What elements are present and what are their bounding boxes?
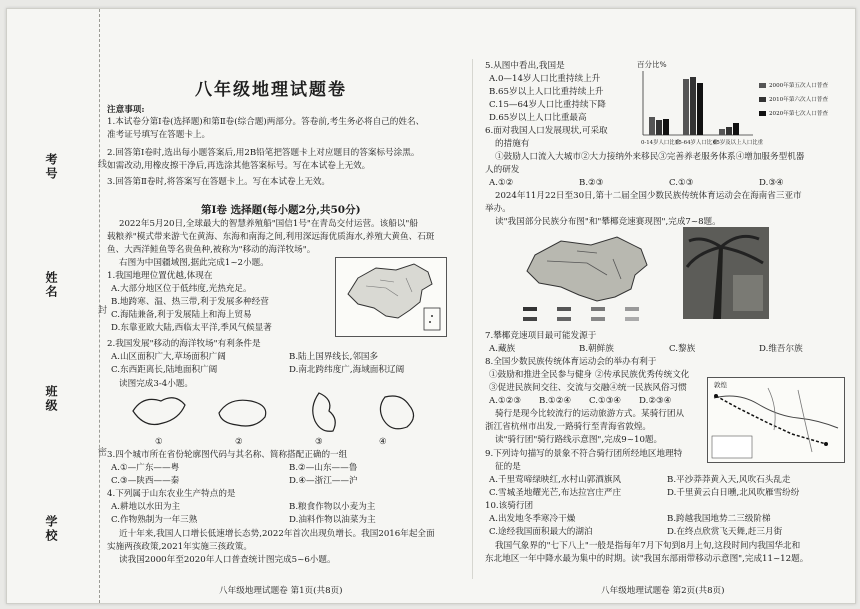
page-footer: 八年级地理试题卷 第2页(共8页): [601, 586, 725, 596]
seal-mark: 封: [96, 305, 106, 314]
legend-2010: 2010年第六次人口普查: [769, 97, 828, 103]
q2-option-d: D.南北跨纬度广,海域面积辽阔: [289, 365, 405, 375]
question-3: 3.四个城市所在省份轮廓图代码与其名称、简称搭配正确的一组: [107, 450, 348, 460]
q8-option-a: A.①②③: [489, 396, 522, 406]
intro-line: 2022年5月20日,全球最大的智慧养殖船"国信1号"在青岛交付运营。该船以"船: [119, 219, 418, 229]
q9-option-d: D.千里黄云白日曛,北风吹雁雪纷纷: [667, 488, 800, 498]
q9-option-c: C.雪城圣地耀光芒,布达拉宫庄严庄: [489, 488, 622, 498]
q6-option-c: C.①③: [669, 178, 694, 188]
q9-option-b: B.平沙莽莽黄入天,风吹石头乱走: [667, 475, 791, 485]
q1-option-b: B.地跨寒、温、热三带,利于发展多种经营: [111, 297, 269, 307]
intro-line: 右图为中国疆域图,据此完成1~2小题。: [119, 258, 269, 268]
q6-option-d: D.③④: [759, 178, 784, 188]
q5-option-d: D.65岁以上人口比重最高: [489, 113, 587, 123]
secret-mark: 密: [96, 447, 106, 456]
category-15-64: 15-64岁人口比重: [675, 140, 718, 146]
page-footer: 八年级地理试题卷 第1页(共8页): [219, 586, 343, 596]
q3-option-b: B.②—山东——鲁: [289, 463, 358, 473]
chart-ylabel: 百分比%: [637, 60, 667, 69]
q10-option-a: A.出发地冬季寒冷干燥: [489, 514, 576, 524]
q10-option-b: B.跨越我国地势二三级阶梯: [667, 514, 771, 524]
ethnic-distribution-map: [517, 231, 675, 327]
cycling-route-map: [707, 377, 845, 463]
q6-items-cont: 人的研发: [485, 165, 520, 175]
population-census-chart: [631, 59, 847, 151]
note-line: 3.回答第Ⅱ卷时,将答案写在答题卡上。写在本试卷上无效。: [107, 177, 331, 187]
ethnic-map-icon: [517, 231, 675, 327]
question-10: 10.该骑行团: [485, 501, 534, 511]
question-9-cont: 征的是: [495, 462, 521, 472]
q10-option-d: D.在终点欣赏飞天舞,赶三月街: [667, 527, 783, 537]
notes-heading: 注意事项:: [107, 105, 145, 115]
map-place-label: 敦煌: [714, 381, 727, 389]
q2-option-b: B.陆上国界线长,邻国多: [289, 352, 379, 362]
category-65-plus: 65岁及以上人口比重: [713, 140, 763, 146]
intro-line: 载粮养"模式带来游弋在黄海、东海和南海之间,利用深远海优质海水,养殖大黄鱼、石斑: [107, 232, 435, 242]
note-line: 2.回答第Ⅰ卷时,选出每小题答案后,用2B铅笔把答题卡上对应题目的答案标号涂黑。: [107, 148, 420, 158]
name-label: 姓名: [44, 271, 58, 299]
class-label: 班级: [44, 385, 58, 413]
q3-option-a: A.①—广东——粤: [111, 463, 180, 473]
q8-items: ③促进民族间交往、交流与交融④统一民族风俗习惯: [489, 383, 687, 393]
school-label: 学校: [44, 515, 58, 543]
question-6-cont: 的措施有: [495, 139, 530, 149]
intro-line: 我国气象界的"七下八上"一般是指每年7月下旬到8月上旬,这段时间内我国华北和: [495, 541, 801, 551]
intro-line: 读"我国部分民族分布图"和"攀椰竞速赛现图",完成7~8题。: [495, 217, 721, 227]
question-1: 1.我国地理位置优越,体现在: [107, 271, 213, 281]
q8-option-c: C.①③④: [589, 396, 622, 406]
q7-option-c: C.黎族: [669, 344, 696, 354]
q8-items: ①鼓励和推进全民参与健身 ②传承民族优秀传统文化: [489, 370, 690, 380]
q6-items: ①鼓励人口流入大城市②大力接纳外来移民③完善养老服务体系④增加服务型机器: [495, 152, 805, 162]
china-territory-map: [335, 257, 447, 337]
shape-label-1: ①: [155, 437, 163, 447]
page-1: [107, 9, 463, 603]
shape-label-3: ③: [315, 437, 323, 447]
page-divider: [472, 59, 473, 579]
shape-label-4: ④: [379, 437, 387, 447]
question-2: 2.我国发展"移动的海洋牧场"有利条件是: [107, 339, 261, 349]
intro-line: 骑行是现今比较流行的运动旅游方式。某骑行团从: [495, 409, 685, 419]
q4-option-a: A.耕地以水田为主: [111, 502, 181, 512]
q7-option-d: D.维吾尔族: [759, 344, 803, 354]
q7-option-a: A.藏族: [489, 344, 516, 354]
note-line: 1.本试卷分第Ⅰ卷(选择题)和第Ⅱ卷(综合题)两部分。答卷前,考生务必将自己的姓名、: [107, 117, 425, 127]
intro-line: 东北地区一年中降水最为集中的时期。读"我国东部雨带移动示意图",完成11~12题。: [485, 554, 809, 564]
q7-option-b: B.朝鲜族: [579, 344, 614, 354]
q8-option-d: D.②③④: [639, 396, 672, 406]
seal-line-mark: 线: [96, 159, 106, 168]
q6-option-b: B.②③: [579, 178, 604, 188]
q1-option-c: C.海陆兼备,利于发展陆上和海上贸易: [111, 310, 252, 320]
china-outline-icon: [336, 258, 446, 336]
q1-option-a: A.大部分地区位于低纬度,光热充足。: [111, 284, 252, 294]
intro-line: 读我国2000年至2020年人口普查统计图完成5~6小题。: [119, 555, 336, 565]
q8-option-b: B.①②④: [539, 396, 572, 406]
legend-2020: 2020年第七次人口普查: [769, 111, 828, 117]
province-outlines: [129, 389, 439, 437]
page-2: [485, 9, 847, 603]
intro-line: 举办。: [485, 204, 511, 214]
q5-option-c: C.15—64岁人口比重持续下降: [489, 100, 606, 110]
q4-option-b: B.粮食作物以小麦为主: [289, 502, 376, 512]
category-0-14: 0-14岁人口比重: [641, 140, 681, 146]
read-instruction: 读图完成3-4小题。: [119, 379, 193, 389]
intro-line: 2024年11月22日至30日,第十二届全国少数民族传统体育运动会在海南省三亚市: [495, 191, 802, 201]
q3-option-c: C.③—陕西——秦: [111, 476, 180, 486]
q4-option-c: C.作物熟制为一年三熟: [111, 515, 198, 525]
palm-tree-icon: [683, 227, 769, 319]
intro-line: 实施两孩政策,2021年实施三孩政策。: [107, 542, 252, 552]
intro-line: 浙江省杭州市出发,一路骑行至青海省敦煌。: [485, 422, 652, 432]
q4-option-d: D.油料作物以油菜为主: [289, 515, 376, 525]
q2-option-a: A.山区面积广大,草场面积广阔: [111, 352, 226, 362]
question-5: 5.从图中看出,我国是: [485, 61, 565, 71]
question-9: 9.下列诗句描写的景象不符合骑行团所经地区地理特: [485, 449, 683, 459]
question-8: 8.全国少数民族传统体育运动会的举办有利于: [485, 357, 657, 367]
exam-sheet: [6, 8, 856, 604]
q5-option-b: B.65岁以上人口比重持续上升: [489, 87, 604, 97]
route-map-icon: [708, 378, 844, 462]
section-heading: 第Ⅰ卷 选择题(每小题2分,共50分): [201, 204, 361, 216]
q5-option-a: A.0—14岁人口比重持续上升: [489, 74, 601, 84]
note-line: 准考证号填写在答题卡上。: [107, 130, 211, 140]
binding-strip: [7, 9, 106, 603]
legend-2000: 2000年第五次人口普查: [769, 83, 828, 89]
question-6: 6.面对我国人口发展现状,可采取: [485, 126, 608, 136]
q3-option-d: D.④—浙江——沪: [289, 476, 358, 486]
q6-option-a: A.①②: [489, 178, 514, 188]
intro-line: 读"骑行团"骑行路线示意图",完成9~10题。: [495, 435, 663, 445]
q10-option-c: C.途经我国面积最大的湖泊: [489, 527, 593, 537]
coconut-climb-photo: [683, 227, 769, 319]
exam-title: 八年级地理试题卷: [195, 80, 347, 100]
question-4: 4.下列属于山东农业生产特点的是: [107, 489, 236, 499]
shape-label-2: ②: [235, 437, 243, 447]
q1-option-d: D.东靠亚欧大陆,西临太平洋,季风气候显著: [111, 323, 272, 333]
exam-number-label: 考号: [44, 153, 58, 181]
intro-line: 近十年来,我国人口增长低速增长态势,2022年首次出现负增长。我国2016年起全面: [119, 529, 435, 539]
note-line: 如需改动,用橡皮擦干净后,再选涂其他答案标号。写在本试卷上无效。: [107, 161, 371, 171]
q2-option-c: C.东西距离长,陆地面积广阔: [111, 365, 218, 375]
intro-line: 鱼、大西洋鲑鱼等名贵鱼种,被称为"移动的海洋牧场"。: [107, 245, 316, 255]
q9-option-a: A.千里莺啼绿映红,水村山郭酒旗风: [489, 475, 621, 485]
question-7: 7.攀椰竞速项目最可能发源于: [485, 331, 597, 341]
